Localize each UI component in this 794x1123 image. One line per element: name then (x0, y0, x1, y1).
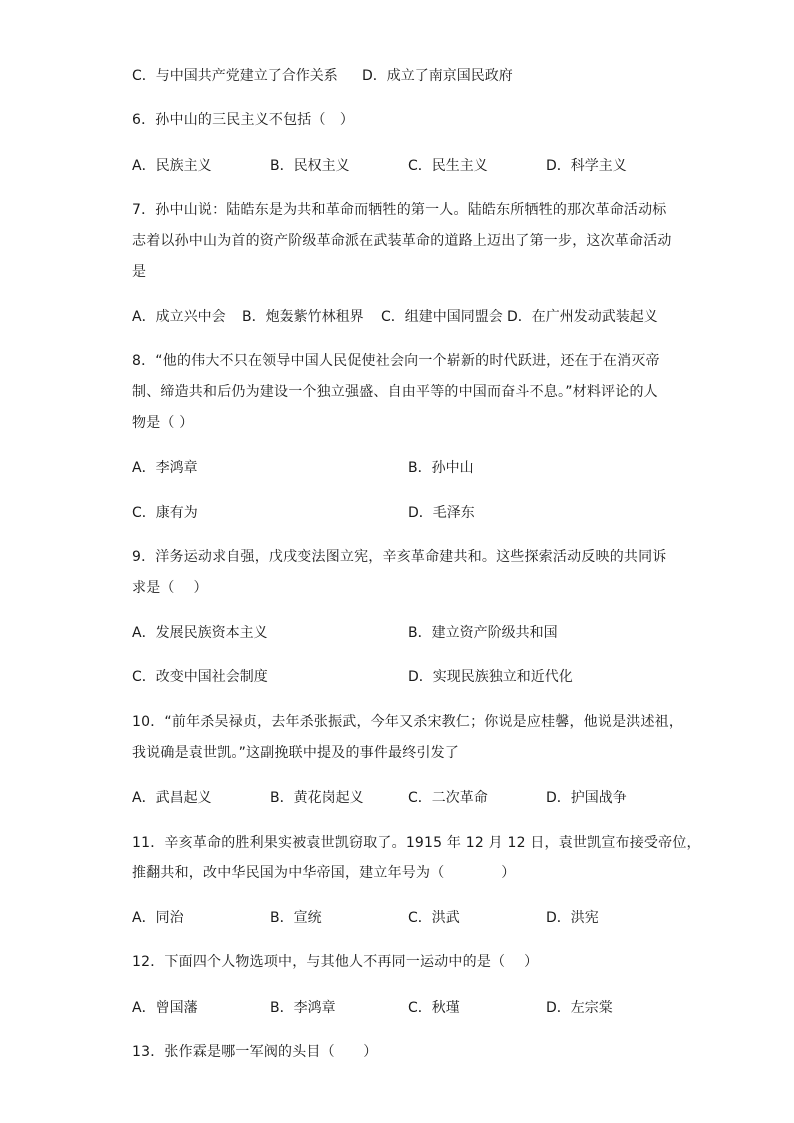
option-c: C．秋瑾 (408, 1000, 460, 1016)
question-stem-line-2: 推翻共和，改中华民国为中华帝国，建立年号为（ ） (132, 865, 516, 881)
question-stem-line-2: 我说确是袁世凯。”这副挽联中提及的事件最终引发了 (132, 745, 460, 761)
question-stem-line-1: 9．洋务运动求自强，戊戌变法图立宪，辛亥革命建共和。这些探索活动反映的共同诉 (132, 549, 667, 565)
option-a: A．曾国藩 (132, 1000, 198, 1016)
option-c: C．改变中国社会制度 (132, 669, 268, 685)
option-d: D．实现民族独立和近代化 (408, 669, 573, 685)
option-c: C．洪武 (408, 910, 460, 926)
option-a: A．同治 (132, 910, 184, 926)
option-b: B．炮轰紫竹林租界 (242, 309, 364, 325)
option-b: B．孙中山 (408, 460, 474, 476)
option-d: D．洪宪 (546, 910, 599, 926)
option-a: A．李鸿章 (132, 460, 198, 476)
question-stem-line-1: 11．辛亥革命的胜利果实被袁世凯窃取了。1915 年 12 月 12 日，袁世凯宣布接受帝位， (132, 835, 701, 851)
option-a: A．民族主义 (132, 158, 212, 174)
option-a: A．武昌起义 (132, 790, 212, 806)
option-b: B．黄花岗起义 (270, 790, 364, 806)
option-c: C．康有为 (132, 505, 198, 521)
question-stem: 13．张作霖是哪一军阀的头目（ ） (132, 1044, 378, 1060)
question-stem: 6．孙中山的三民主义不包括（ ） (132, 112, 355, 128)
question-stem-line-3: 物是（ ） (132, 415, 194, 431)
question-stem-line-1: 10．“前年杀吴禄贞，去年杀张振武，今年又杀宋教仁；你说是应桂馨，他说是洪述祖， (132, 714, 684, 730)
option-c: C．与中国共产党建立了合作关系 (132, 68, 338, 84)
option-c: C．二次革命 (408, 790, 488, 806)
question-stem-line-2: 求是（ ） (132, 580, 208, 596)
option-d: D．成立了南京国民政府 (362, 68, 513, 84)
question-stem-line-1: 8．“他的伟大不只在领导中国人民促使社会向一个崭新的时代跃进，还在于在消灭帝 (132, 353, 660, 369)
option-b: B．李鸿章 (270, 1000, 336, 1016)
option-a: A．成立兴中会 (132, 309, 226, 325)
option-d: D．毛泽东 (408, 505, 475, 521)
option-d: D．在广州发动武装起义 (507, 309, 658, 325)
option-d: D．左宗棠 (546, 1000, 613, 1016)
question-stem-line-3: 是 (132, 264, 147, 280)
option-c: C．民生主义 (408, 158, 488, 174)
option-b: B．宣统 (270, 910, 322, 926)
option-b: B．建立资产阶级共和国 (408, 625, 558, 641)
option-d: D．科学主义 (546, 158, 627, 174)
option-c: C．组建中国同盟会 (381, 309, 503, 325)
question-stem-line-2: 制、缔造共和后仍为建设一个独立强盛、自由平等的中国而奋斗不息。”材料评论的人 (132, 384, 658, 400)
question-stem-line-2: 志着以孙中山为首的资产阶级革命派在武装革命的道路上迈出了第一步，这次革命活动 (132, 233, 672, 249)
option-b: B．民权主义 (270, 158, 350, 174)
question-stem: 12．下面四个人物选项中，与其他人不再同一运动中的是（ ） (132, 954, 539, 970)
option-d: D．护国战争 (546, 790, 627, 806)
question-stem-line-1: 7．孙中山说：陆皓东是为共和革命而牺牲的第一人。陆皓东所牺牲的那次革命活动标 (132, 202, 667, 218)
option-a: A．发展民族资本主义 (132, 625, 268, 641)
